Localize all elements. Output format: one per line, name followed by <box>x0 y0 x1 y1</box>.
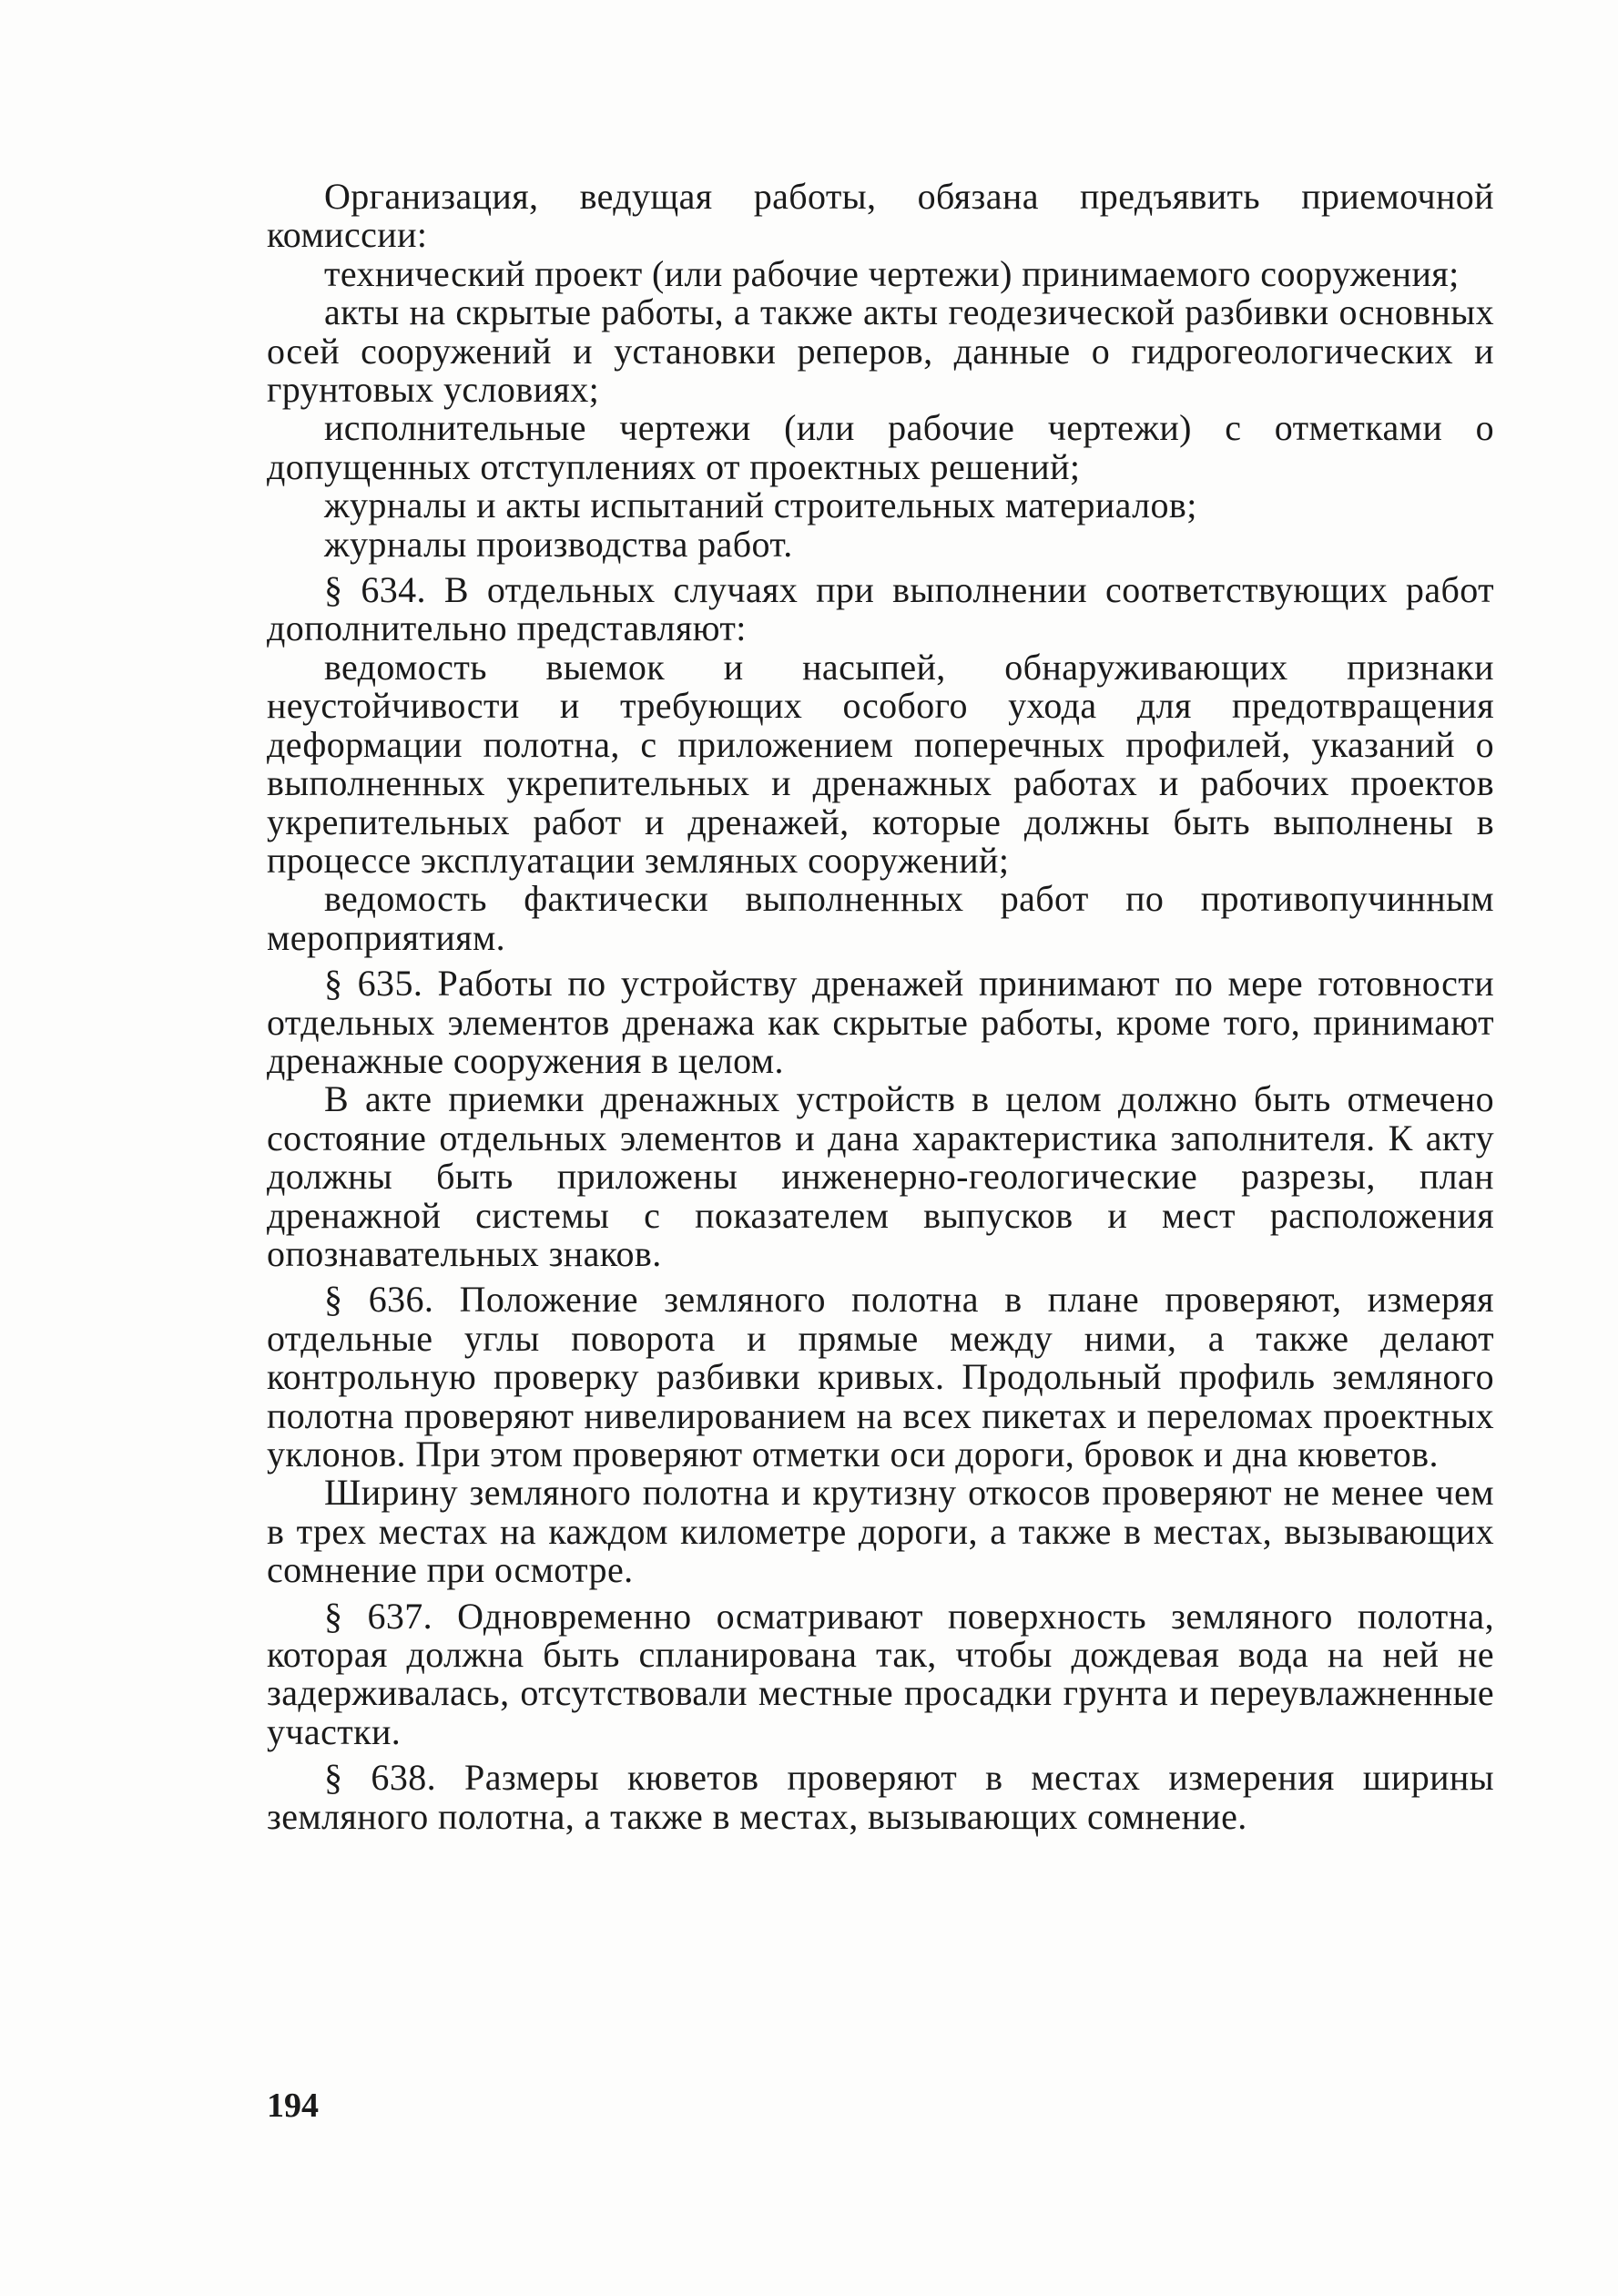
section-637: § 637. Одновременно осматривают поверхность земляного полотна, которая должна быть спланирована так, чтобы дождевая вода на ней не задерживалась, отсутствовали местные просадки грунта и переувлажненные участки. <box>267 1595 1494 1752</box>
body-text <box>267 178 1494 1836</box>
section-634: § 634. В отдельных случаях при выполнении соответствующих работ дополнительно представляют: <box>267 569 1494 649</box>
section-635: § 635. Работы по устройству дренажей принимают по мере готовности отдельных элементов дренажа как скрытые работы, кроме того, принимают дренажные сооружения в целом. <box>267 963 1494 1081</box>
section-638: § 638. Размеры кюветов проверяют в местах измерения ширины земляного полотна, а также в местах, вызывающих сомнение. <box>267 1757 1494 1837</box>
list-item-hidden-works-acts: акты на скрытые работы, а также акты геодезической разбивки основных осей сооружений и установки реперов, данные о гидрогеологических и грунтовых условиях; <box>267 291 1494 411</box>
paragraph-intro: Организация, ведущая работы, обязана предъявить приемочной комиссии: <box>267 176 1494 256</box>
list-item-anti-heave-statement: ведомость фактически выполненных работ по противопучинным мероприятиям. <box>267 878 1494 958</box>
list-item-work-journals: журналы производства работ. <box>324 523 793 565</box>
list-item-technical-project: технический проект (или рабочие чертежи) принимаемого сооружения; <box>324 252 1460 294</box>
paragraph-width-check: Ширину земляного полотна и крутизну откосов проверяют не менее чем в трех местах на каждом километре дороги, а также в местах, вызывающих сомнение при осмотре. <box>267 1472 1494 1591</box>
section-636: § 636. Положение земляного полотна в плане проверяют, измеряя отдельные углы поворота и прямые между ними, а также делают контрольную проверку разбивки кривых. Продольный профиль земляного полотна проверяют нивелированием на всех пикетах и переломах проектных уклонов. При этом проверяют отметки оси дороги, бровок и дна кюветов. <box>267 1279 1494 1475</box>
list-item-test-journals: журналы и акты испытаний строительных материалов; <box>324 485 1197 526</box>
paragraph-drainage-acceptance: В акте приемки дренажных устройств в целом должно быть отмечено состояние отдельных элементов и дана характеристика заполнителя. К акту должны быть приложены инженерно-геологические разрезы, план дренажной системы с показателем выпусков и мест расположения опознавательных знаков. <box>267 1078 1494 1274</box>
list-item-executive-drawings: исполнительные чертежи (или рабочие чертежи) с отметками о допущенных отступлениях от проектных решений; <box>267 407 1494 487</box>
list-item-cuts-fills-statement: ведомость выемок и насыпей, обнаруживающих признаки неустойчивости и требующих особого ухода для предотвращения деформации полотна, с приложением поперечных профилей, указаний о выполненных укрепительных и дренажных работах и рабочих проектов укрепительных работ и дренажей, которые должны быть выполнены в процессе эксплуатации земляных сооружений; <box>267 646 1494 881</box>
page-number: 194 <box>267 2087 319 2125</box>
